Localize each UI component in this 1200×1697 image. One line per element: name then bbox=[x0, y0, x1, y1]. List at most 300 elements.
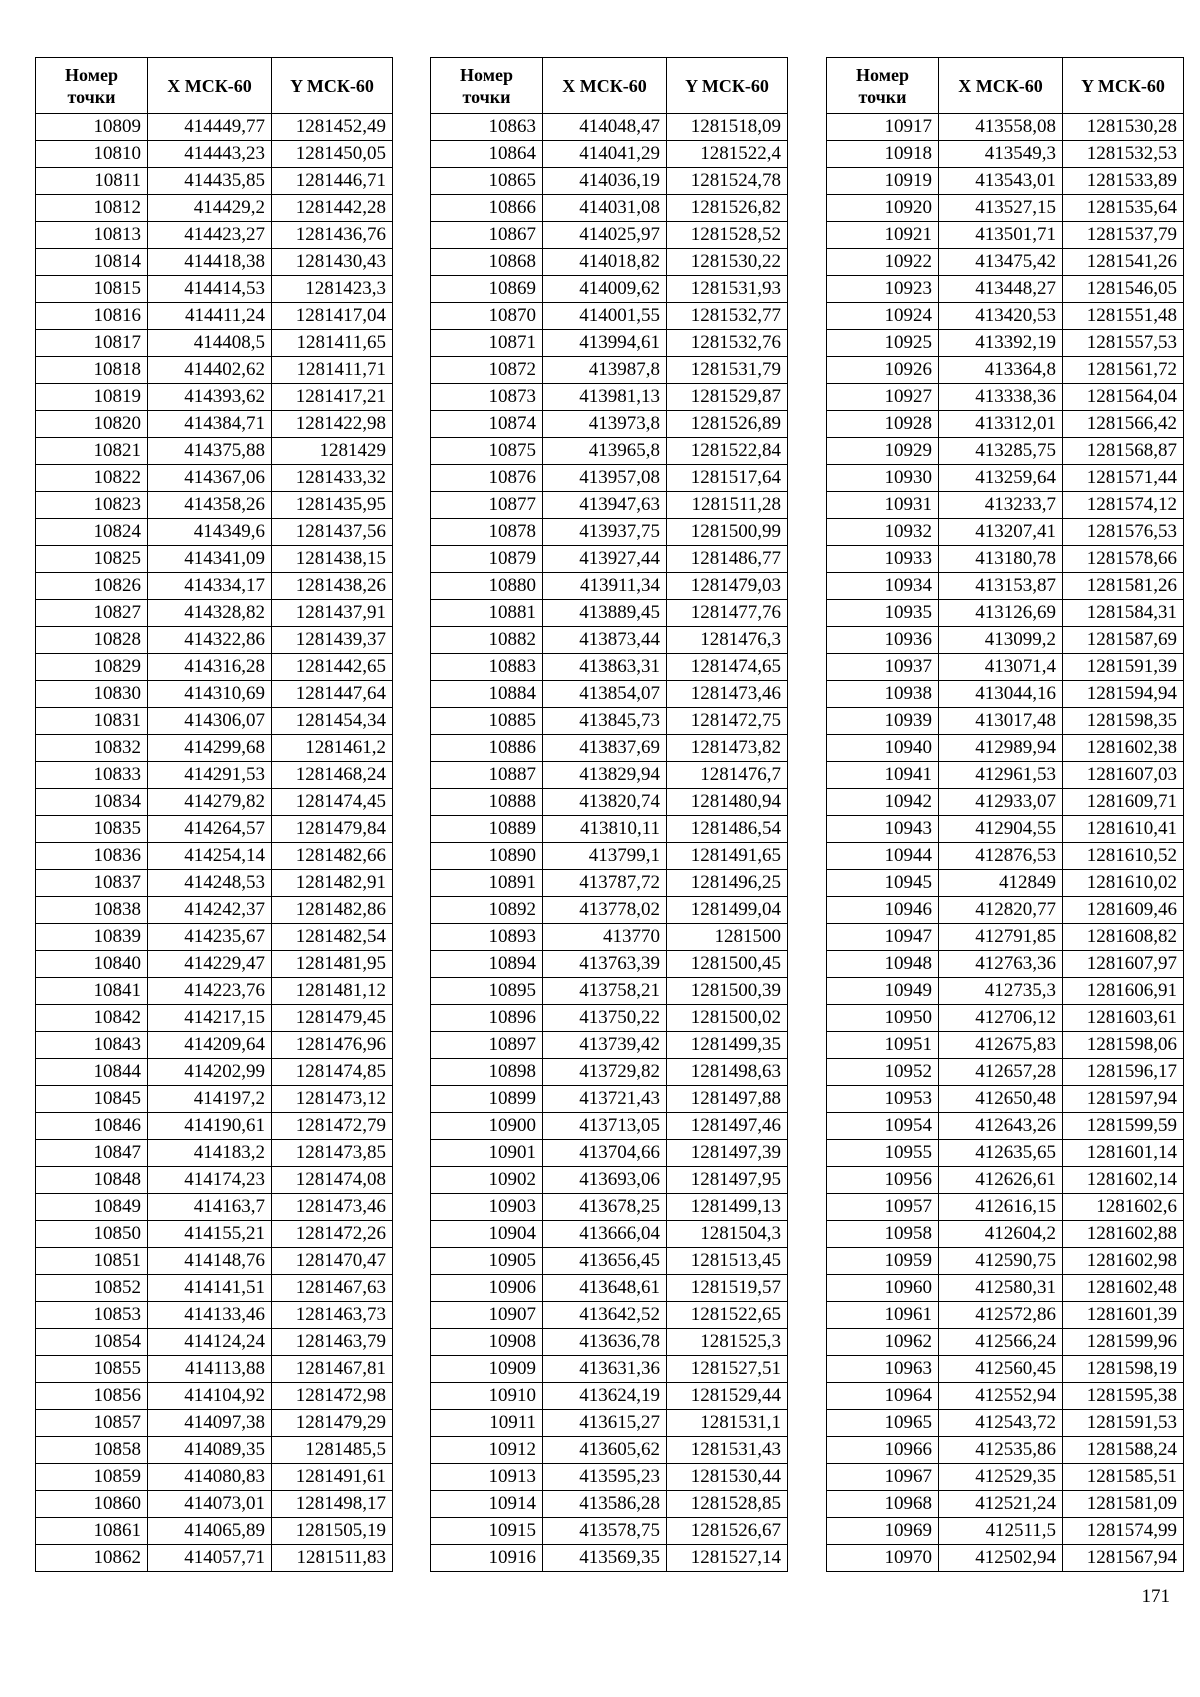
cell-y-coordinate: 1281482,54 bbox=[272, 924, 393, 951]
table-row bbox=[827, 1329, 1184, 1356]
table-row bbox=[36, 1491, 393, 1518]
table-header-row bbox=[431, 58, 788, 114]
cell-point-number: 10818 bbox=[36, 357, 148, 384]
table-row bbox=[36, 600, 393, 627]
cell-point-number: 10829 bbox=[36, 654, 148, 681]
cell-point-number: 10885 bbox=[431, 708, 543, 735]
table-body bbox=[36, 114, 393, 1572]
cell-point-number: 10967 bbox=[827, 1464, 939, 1491]
cell-y-coordinate: 1281527,14 bbox=[667, 1545, 788, 1572]
cell-x-coordinate: 413420,53 bbox=[939, 303, 1063, 330]
cell-y-coordinate: 1281576,53 bbox=[1063, 519, 1184, 546]
cell-x-coordinate: 414223,76 bbox=[148, 978, 272, 1005]
cell-point-number: 10931 bbox=[827, 492, 939, 519]
cell-y-coordinate: 1281529,87 bbox=[667, 384, 788, 411]
cell-y-coordinate: 1281528,85 bbox=[667, 1491, 788, 1518]
cell-x-coordinate: 414358,26 bbox=[148, 492, 272, 519]
cell-point-number: 10937 bbox=[827, 654, 939, 681]
cell-x-coordinate: 414031,08 bbox=[543, 195, 667, 222]
cell-point-number: 10834 bbox=[36, 789, 148, 816]
cell-point-number: 10810 bbox=[36, 141, 148, 168]
table-row bbox=[431, 951, 788, 978]
table-body bbox=[431, 114, 788, 1572]
table-row bbox=[36, 546, 393, 573]
cell-point-number: 10894 bbox=[431, 951, 543, 978]
table-row bbox=[36, 1329, 393, 1356]
cell-x-coordinate: 413678,25 bbox=[543, 1194, 667, 1221]
table-row bbox=[431, 627, 788, 654]
table-row bbox=[431, 1437, 788, 1464]
cell-point-number: 10934 bbox=[827, 573, 939, 600]
cell-y-coordinate: 1281519,57 bbox=[667, 1275, 788, 1302]
table-row bbox=[827, 870, 1184, 897]
cell-x-coordinate: 414141,51 bbox=[148, 1275, 272, 1302]
cell-x-coordinate: 413448,27 bbox=[939, 276, 1063, 303]
cell-x-coordinate: 414443,23 bbox=[148, 141, 272, 168]
cell-x-coordinate: 412849 bbox=[939, 870, 1063, 897]
table-row bbox=[36, 384, 393, 411]
cell-y-coordinate: 1281578,66 bbox=[1063, 546, 1184, 573]
table-row bbox=[431, 735, 788, 762]
cell-x-coordinate: 413501,71 bbox=[939, 222, 1063, 249]
cell-point-number: 10907 bbox=[431, 1302, 543, 1329]
cell-x-coordinate: 414235,67 bbox=[148, 924, 272, 951]
cell-point-number: 10920 bbox=[827, 195, 939, 222]
table-row bbox=[827, 789, 1184, 816]
cell-x-coordinate: 414073,01 bbox=[148, 1491, 272, 1518]
cell-y-coordinate: 1281595,38 bbox=[1063, 1383, 1184, 1410]
cell-y-coordinate: 1281531,1 bbox=[667, 1410, 788, 1437]
cell-y-coordinate: 1281601,14 bbox=[1063, 1140, 1184, 1167]
table-row bbox=[827, 1356, 1184, 1383]
table-row bbox=[827, 195, 1184, 222]
cell-x-coordinate: 414036,19 bbox=[543, 168, 667, 195]
table-row bbox=[827, 1086, 1184, 1113]
table-row bbox=[36, 897, 393, 924]
cell-x-coordinate: 412560,45 bbox=[939, 1356, 1063, 1383]
cell-x-coordinate: 414248,53 bbox=[148, 870, 272, 897]
cell-y-coordinate: 1281591,53 bbox=[1063, 1410, 1184, 1437]
cell-point-number: 10847 bbox=[36, 1140, 148, 1167]
table-row bbox=[827, 276, 1184, 303]
cell-y-coordinate: 1281530,22 bbox=[667, 249, 788, 276]
table-row bbox=[36, 1545, 393, 1572]
cell-y-coordinate: 1281423,3 bbox=[272, 276, 393, 303]
table-row bbox=[827, 1437, 1184, 1464]
cell-y-coordinate: 1281568,87 bbox=[1063, 438, 1184, 465]
cell-x-coordinate: 413957,08 bbox=[543, 465, 667, 492]
cell-point-number: 10880 bbox=[431, 573, 543, 600]
cell-point-number: 10941 bbox=[827, 762, 939, 789]
cell-x-coordinate: 414291,53 bbox=[148, 762, 272, 789]
cell-x-coordinate: 413543,01 bbox=[939, 168, 1063, 195]
cell-y-coordinate: 1281473,12 bbox=[272, 1086, 393, 1113]
cell-y-coordinate: 1281467,81 bbox=[272, 1356, 393, 1383]
table-row bbox=[431, 681, 788, 708]
cell-point-number: 10873 bbox=[431, 384, 543, 411]
cell-point-number: 10837 bbox=[36, 870, 148, 897]
cell-point-number: 10838 bbox=[36, 897, 148, 924]
cell-x-coordinate: 414402,62 bbox=[148, 357, 272, 384]
table-row bbox=[431, 1545, 788, 1572]
cell-point-number: 10871 bbox=[431, 330, 543, 357]
cell-y-coordinate: 1281447,64 bbox=[272, 681, 393, 708]
cell-y-coordinate: 1281517,64 bbox=[667, 465, 788, 492]
cell-x-coordinate: 413927,44 bbox=[543, 546, 667, 573]
table-row bbox=[827, 249, 1184, 276]
table-row bbox=[827, 141, 1184, 168]
cell-y-coordinate: 1281532,77 bbox=[667, 303, 788, 330]
cell-point-number: 10811 bbox=[36, 168, 148, 195]
cell-y-coordinate: 1281598,35 bbox=[1063, 708, 1184, 735]
table-row bbox=[36, 843, 393, 870]
table-row bbox=[431, 141, 788, 168]
cell-x-coordinate: 412791,85 bbox=[939, 924, 1063, 951]
cell-point-number: 10824 bbox=[36, 519, 148, 546]
cell-y-coordinate: 1281474,45 bbox=[272, 789, 393, 816]
table-row bbox=[431, 357, 788, 384]
cell-y-coordinate: 1281479,45 bbox=[272, 1005, 393, 1032]
table-row bbox=[431, 1005, 788, 1032]
header-x-coordinate: X МСК-60 bbox=[939, 58, 1063, 114]
cell-point-number: 10956 bbox=[827, 1167, 939, 1194]
cell-point-number: 10908 bbox=[431, 1329, 543, 1356]
cell-point-number: 10856 bbox=[36, 1383, 148, 1410]
cell-x-coordinate: 412552,94 bbox=[939, 1383, 1063, 1410]
cell-x-coordinate: 413799,1 bbox=[543, 843, 667, 870]
table-row bbox=[827, 1221, 1184, 1248]
table-row bbox=[827, 357, 1184, 384]
cell-y-coordinate: 1281438,15 bbox=[272, 546, 393, 573]
table-row bbox=[827, 600, 1184, 627]
cell-x-coordinate: 412933,07 bbox=[939, 789, 1063, 816]
cell-y-coordinate: 1281498,63 bbox=[667, 1059, 788, 1086]
cell-y-coordinate: 1281476,96 bbox=[272, 1032, 393, 1059]
cell-y-coordinate: 1281463,73 bbox=[272, 1302, 393, 1329]
header-point-number: Номер точки bbox=[36, 58, 148, 114]
cell-y-coordinate: 1281535,64 bbox=[1063, 195, 1184, 222]
cell-point-number: 10881 bbox=[431, 600, 543, 627]
table-row bbox=[827, 546, 1184, 573]
cell-x-coordinate: 413312,01 bbox=[939, 411, 1063, 438]
table-row bbox=[431, 465, 788, 492]
table-row bbox=[36, 519, 393, 546]
cell-x-coordinate: 414209,64 bbox=[148, 1032, 272, 1059]
cell-point-number: 10815 bbox=[36, 276, 148, 303]
cell-point-number: 10823 bbox=[36, 492, 148, 519]
cell-y-coordinate: 1281504,3 bbox=[667, 1221, 788, 1248]
cell-point-number: 10949 bbox=[827, 978, 939, 1005]
cell-x-coordinate: 413837,69 bbox=[543, 735, 667, 762]
cell-y-coordinate: 1281479,03 bbox=[667, 573, 788, 600]
table-row bbox=[827, 1464, 1184, 1491]
table-row bbox=[431, 1329, 788, 1356]
cell-y-coordinate: 1281500,39 bbox=[667, 978, 788, 1005]
cell-point-number: 10884 bbox=[431, 681, 543, 708]
cell-x-coordinate: 412989,94 bbox=[939, 735, 1063, 762]
table-row bbox=[827, 978, 1184, 1005]
cell-x-coordinate: 414254,14 bbox=[148, 843, 272, 870]
cell-x-coordinate: 413392,19 bbox=[939, 330, 1063, 357]
cell-point-number: 10960 bbox=[827, 1275, 939, 1302]
cell-x-coordinate: 412735,3 bbox=[939, 978, 1063, 1005]
table-header-row bbox=[36, 58, 393, 114]
table-row bbox=[431, 438, 788, 465]
cell-y-coordinate: 1281500,02 bbox=[667, 1005, 788, 1032]
cell-y-coordinate: 1281598,19 bbox=[1063, 1356, 1184, 1383]
cell-x-coordinate: 413770 bbox=[543, 924, 667, 951]
table-row bbox=[827, 816, 1184, 843]
table-header-row bbox=[827, 58, 1184, 114]
table-row bbox=[827, 1140, 1184, 1167]
cell-y-coordinate: 1281591,39 bbox=[1063, 654, 1184, 681]
cell-y-coordinate: 1281526,89 bbox=[667, 411, 788, 438]
cell-x-coordinate: 413475,42 bbox=[939, 249, 1063, 276]
table-row bbox=[36, 411, 393, 438]
cell-point-number: 10957 bbox=[827, 1194, 939, 1221]
cell-point-number: 10942 bbox=[827, 789, 939, 816]
cell-x-coordinate: 413981,13 bbox=[543, 384, 667, 411]
table-row bbox=[36, 789, 393, 816]
cell-point-number: 10878 bbox=[431, 519, 543, 546]
cell-y-coordinate: 1281581,09 bbox=[1063, 1491, 1184, 1518]
cell-x-coordinate: 413631,36 bbox=[543, 1356, 667, 1383]
cell-x-coordinate: 412572,86 bbox=[939, 1302, 1063, 1329]
cell-x-coordinate: 413965,8 bbox=[543, 438, 667, 465]
cell-x-coordinate: 413569,35 bbox=[543, 1545, 667, 1572]
cell-x-coordinate: 412535,86 bbox=[939, 1437, 1063, 1464]
table-row bbox=[827, 519, 1184, 546]
cell-point-number: 10830 bbox=[36, 681, 148, 708]
cell-x-coordinate: 414316,28 bbox=[148, 654, 272, 681]
table-row bbox=[827, 1194, 1184, 1221]
cell-point-number: 10915 bbox=[431, 1518, 543, 1545]
table-row bbox=[431, 276, 788, 303]
cell-point-number: 10839 bbox=[36, 924, 148, 951]
table-row bbox=[431, 384, 788, 411]
cell-y-coordinate: 1281602,38 bbox=[1063, 735, 1184, 762]
cell-y-coordinate: 1281522,4 bbox=[667, 141, 788, 168]
cell-y-coordinate: 1281530,28 bbox=[1063, 114, 1184, 141]
table-row bbox=[36, 141, 393, 168]
cell-y-coordinate: 1281511,83 bbox=[272, 1545, 393, 1572]
cell-point-number: 10853 bbox=[36, 1302, 148, 1329]
cell-x-coordinate: 413364,8 bbox=[939, 357, 1063, 384]
cell-point-number: 10848 bbox=[36, 1167, 148, 1194]
table-row bbox=[827, 654, 1184, 681]
table-row bbox=[827, 1545, 1184, 1572]
cell-y-coordinate: 1281436,76 bbox=[272, 222, 393, 249]
cell-x-coordinate: 414009,62 bbox=[543, 276, 667, 303]
cell-y-coordinate: 1281479,29 bbox=[272, 1410, 393, 1437]
table-row bbox=[827, 843, 1184, 870]
cell-point-number: 10904 bbox=[431, 1221, 543, 1248]
cell-y-coordinate: 1281411,71 bbox=[272, 357, 393, 384]
cell-y-coordinate: 1281588,24 bbox=[1063, 1437, 1184, 1464]
table-row bbox=[36, 1140, 393, 1167]
cell-y-coordinate: 1281609,46 bbox=[1063, 897, 1184, 924]
cell-point-number: 10933 bbox=[827, 546, 939, 573]
cell-y-coordinate: 1281417,21 bbox=[272, 384, 393, 411]
table-row bbox=[431, 330, 788, 357]
cell-y-coordinate: 1281526,67 bbox=[667, 1518, 788, 1545]
cell-x-coordinate: 413911,34 bbox=[543, 573, 667, 600]
table-row bbox=[431, 1059, 788, 1086]
cell-point-number: 10887 bbox=[431, 762, 543, 789]
table-row bbox=[36, 654, 393, 681]
cell-point-number: 10822 bbox=[36, 465, 148, 492]
cell-point-number: 10882 bbox=[431, 627, 543, 654]
cell-x-coordinate: 412590,75 bbox=[939, 1248, 1063, 1275]
cell-y-coordinate: 1281594,94 bbox=[1063, 681, 1184, 708]
cell-point-number: 10892 bbox=[431, 897, 543, 924]
table-row bbox=[36, 195, 393, 222]
cell-y-coordinate: 1281597,94 bbox=[1063, 1086, 1184, 1113]
cell-point-number: 10888 bbox=[431, 789, 543, 816]
cell-point-number: 10921 bbox=[827, 222, 939, 249]
cell-point-number: 10855 bbox=[36, 1356, 148, 1383]
cell-y-coordinate: 1281499,35 bbox=[667, 1032, 788, 1059]
cell-x-coordinate: 413648,61 bbox=[543, 1275, 667, 1302]
cell-point-number: 10952 bbox=[827, 1059, 939, 1086]
cell-y-coordinate: 1281476,7 bbox=[667, 762, 788, 789]
table-row bbox=[36, 114, 393, 141]
table-row bbox=[36, 1059, 393, 1086]
table-row bbox=[36, 492, 393, 519]
cell-x-coordinate: 413656,45 bbox=[543, 1248, 667, 1275]
cell-point-number: 10868 bbox=[431, 249, 543, 276]
table-row bbox=[36, 1194, 393, 1221]
cell-y-coordinate: 1281422,98 bbox=[272, 411, 393, 438]
cell-point-number: 10927 bbox=[827, 384, 939, 411]
cell-x-coordinate: 412675,83 bbox=[939, 1032, 1063, 1059]
table-row bbox=[431, 1410, 788, 1437]
table-row bbox=[827, 1302, 1184, 1329]
cell-x-coordinate: 413729,82 bbox=[543, 1059, 667, 1086]
table-row bbox=[431, 843, 788, 870]
cell-point-number: 10910 bbox=[431, 1383, 543, 1410]
cell-x-coordinate: 413642,52 bbox=[543, 1302, 667, 1329]
table-row bbox=[431, 1113, 788, 1140]
cell-point-number: 10903 bbox=[431, 1194, 543, 1221]
cell-x-coordinate: 413863,31 bbox=[543, 654, 667, 681]
cell-x-coordinate: 414163,7 bbox=[148, 1194, 272, 1221]
cell-point-number: 10890 bbox=[431, 843, 543, 870]
cell-x-coordinate: 413017,48 bbox=[939, 708, 1063, 735]
cell-y-coordinate: 1281473,82 bbox=[667, 735, 788, 762]
table-row bbox=[827, 951, 1184, 978]
cell-y-coordinate: 1281522,84 bbox=[667, 438, 788, 465]
table-row bbox=[36, 681, 393, 708]
table-row bbox=[431, 1356, 788, 1383]
cell-y-coordinate: 1281606,91 bbox=[1063, 978, 1184, 1005]
cell-point-number: 10876 bbox=[431, 465, 543, 492]
cell-point-number: 10935 bbox=[827, 600, 939, 627]
cell-point-number: 10849 bbox=[36, 1194, 148, 1221]
cell-point-number: 10912 bbox=[431, 1437, 543, 1464]
cell-point-number: 10845 bbox=[36, 1086, 148, 1113]
cell-y-coordinate: 1281599,96 bbox=[1063, 1329, 1184, 1356]
cell-y-coordinate: 1281574,99 bbox=[1063, 1518, 1184, 1545]
cell-point-number: 10965 bbox=[827, 1410, 939, 1437]
table-row bbox=[431, 168, 788, 195]
cell-x-coordinate: 414408,5 bbox=[148, 330, 272, 357]
cell-y-coordinate: 1281587,69 bbox=[1063, 627, 1184, 654]
cell-x-coordinate: 413578,75 bbox=[543, 1518, 667, 1545]
cell-y-coordinate: 1281486,54 bbox=[667, 816, 788, 843]
cell-x-coordinate: 413615,27 bbox=[543, 1410, 667, 1437]
cell-x-coordinate: 412904,55 bbox=[939, 816, 1063, 843]
table-row bbox=[36, 1167, 393, 1194]
cell-point-number: 10812 bbox=[36, 195, 148, 222]
cell-y-coordinate: 1281608,82 bbox=[1063, 924, 1184, 951]
cell-x-coordinate: 413693,06 bbox=[543, 1167, 667, 1194]
cell-x-coordinate: 413636,78 bbox=[543, 1329, 667, 1356]
cell-x-coordinate: 414418,38 bbox=[148, 249, 272, 276]
table-row bbox=[827, 411, 1184, 438]
table-row bbox=[431, 492, 788, 519]
cell-point-number: 10875 bbox=[431, 438, 543, 465]
cell-x-coordinate: 412657,28 bbox=[939, 1059, 1063, 1086]
cell-y-coordinate: 1281518,09 bbox=[667, 114, 788, 141]
table-row bbox=[36, 1221, 393, 1248]
cell-point-number: 10925 bbox=[827, 330, 939, 357]
cell-point-number: 10950 bbox=[827, 1005, 939, 1032]
cell-point-number: 10953 bbox=[827, 1086, 939, 1113]
table-row bbox=[431, 708, 788, 735]
cell-y-coordinate: 1281602,98 bbox=[1063, 1248, 1184, 1275]
cell-point-number: 10929 bbox=[827, 438, 939, 465]
table-row bbox=[36, 627, 393, 654]
cell-x-coordinate: 414025,97 bbox=[543, 222, 667, 249]
cell-point-number: 10945 bbox=[827, 870, 939, 897]
table-row bbox=[431, 1167, 788, 1194]
table-row bbox=[827, 1410, 1184, 1437]
cell-point-number: 10859 bbox=[36, 1464, 148, 1491]
cell-point-number: 10926 bbox=[827, 357, 939, 384]
cell-y-coordinate: 1281602,14 bbox=[1063, 1167, 1184, 1194]
cell-x-coordinate: 414148,76 bbox=[148, 1248, 272, 1275]
cell-y-coordinate: 1281437,56 bbox=[272, 519, 393, 546]
cell-point-number: 10833 bbox=[36, 762, 148, 789]
cell-x-coordinate: 414104,92 bbox=[148, 1383, 272, 1410]
cell-x-coordinate: 414435,85 bbox=[148, 168, 272, 195]
cell-point-number: 10827 bbox=[36, 600, 148, 627]
cell-y-coordinate: 1281482,91 bbox=[272, 870, 393, 897]
cell-y-coordinate: 1281551,48 bbox=[1063, 303, 1184, 330]
cell-point-number: 10928 bbox=[827, 411, 939, 438]
cell-point-number: 10948 bbox=[827, 951, 939, 978]
header-y-coordinate: Y МСК-60 bbox=[667, 58, 788, 114]
cell-y-coordinate: 1281438,26 bbox=[272, 573, 393, 600]
table-row bbox=[36, 438, 393, 465]
cell-x-coordinate: 413937,75 bbox=[543, 519, 667, 546]
cell-y-coordinate: 1281541,26 bbox=[1063, 249, 1184, 276]
table-row bbox=[827, 222, 1184, 249]
cell-x-coordinate: 413071,4 bbox=[939, 654, 1063, 681]
cell-point-number: 10813 bbox=[36, 222, 148, 249]
cell-point-number: 10896 bbox=[431, 1005, 543, 1032]
cell-y-coordinate: 1281474,65 bbox=[667, 654, 788, 681]
cell-y-coordinate: 1281472,26 bbox=[272, 1221, 393, 1248]
cell-y-coordinate: 1281477,76 bbox=[667, 600, 788, 627]
cell-x-coordinate: 412604,2 bbox=[939, 1221, 1063, 1248]
cell-x-coordinate: 414341,09 bbox=[148, 546, 272, 573]
cell-y-coordinate: 1281442,65 bbox=[272, 654, 393, 681]
cell-x-coordinate: 413558,08 bbox=[939, 114, 1063, 141]
cell-point-number: 10959 bbox=[827, 1248, 939, 1275]
cell-y-coordinate: 1281433,32 bbox=[272, 465, 393, 492]
